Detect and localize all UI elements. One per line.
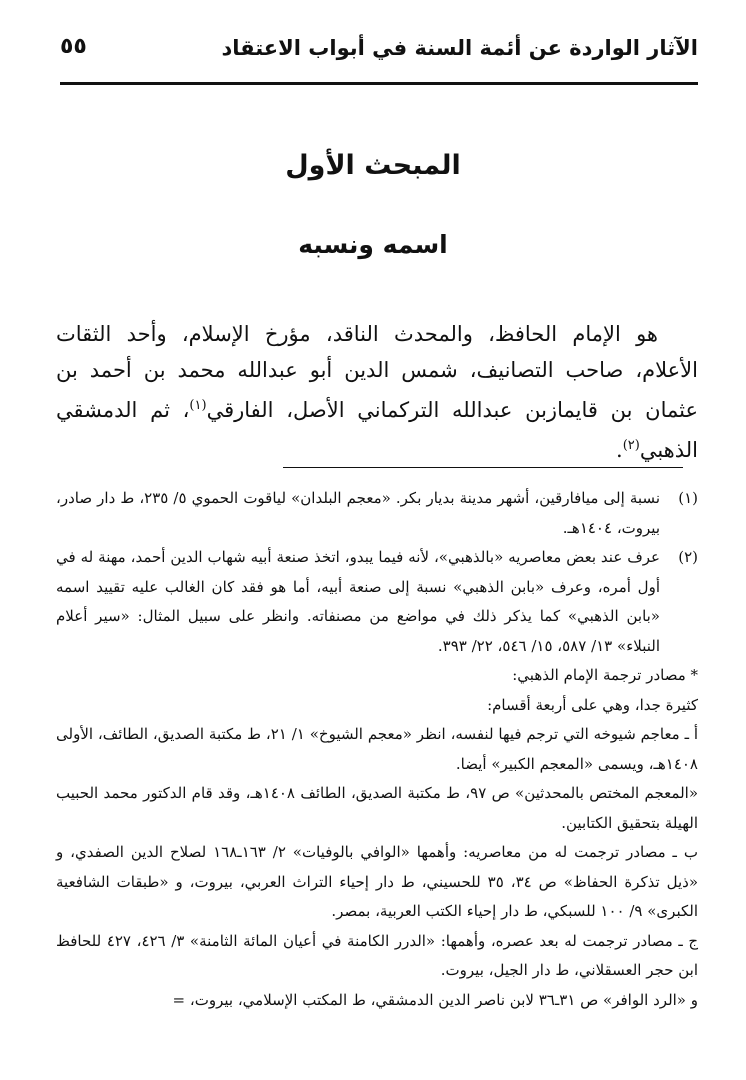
page-header [60,32,698,72]
sources-heading: * مصادر ترجمة الإمام الذهبي: [512,666,698,684]
footnote-ref-1: (١) [189,398,207,413]
footnote-number: (١) [678,489,698,507]
footnote-separator [283,467,683,468]
page-number: ٥٥ [60,34,87,59]
footnote-text: عرف عند بعض معاصريه «بالذهبي»، لأنه فيما يبدو، اتخذ صنعة أبيه شهاب الدين أحمد، مهنة له في أول أمره، وعرف «بابن الذهبي» نسبة إلى صنعة أبيه، أما هو فقد كان الغالب عليه تقييد اسمه «بابن الذهبي» كما يذكر ذلك في مواضع من مصنفاته. وانظر على سبيل المثال: «سير أعلام النبلاء» ١٣/ ٥٨٧، ١٥/ ٥٤٦، ٢٢/ ٣٩٣. [56,548,660,655]
sources-part-c-2: و «الرد الوافر» ص ٣١ـ٣٦ لابن ناصر الدين الدمشقي، ط المكتب الإسلامي، بيروت، = [172,990,698,1009]
footnote-1 [56,484,698,543]
sources-part-b: ب ـ مصادر ترجمت له من معاصريه: وأهمها «الوافي بالوفيات» ٢/ ١٦٣ـ١٦٨ لصلاح الدين الصفدي، و «ذيل تذكرة الحفاظ» ص ٣٤، ٣٥ للحسيني، ط دار إحياء التراث العربي، بيروت، و «طبقات الشافعية الكبرى» ٩/ ١٠٠ للسبكي، ط دار إحياء الكتب العربية، بمصر. [56,843,698,920]
sources-part-c: ج ـ مصادر ترجمت له بعد عصره، وأهمها: «الدرر الكامنة في أعيان المائة الثامنة» ٣/ ٤٢٦، ٤٢٧ للحافظ ابن حجر العسقلاني، ط دار الجيل، بيروت. [56,931,699,979]
footnote-ref-2: (٢) [622,438,640,453]
header-rule [60,82,698,85]
body-text: هو الإمام الحافظ، والمحدث الناقد، مؤرخ الإسلام، وأحد الثقات الأعلام، صاحب التصانيف، شمس الدين أبو عبدالله محمد بن أحمد بن عثمان بن قايمازبن عبدالله التركماني الأصل، الفارقي [56,322,698,422]
sources-part-a-2: «المعجم المختص بالمحدثين» ص ٩٧، ط مكتبة الصديق، الطائف ١٤٠٨هـ، وقد قام الدكتور محمد الحبيب الهيلة بتحقيق الكتابين. [56,784,698,832]
body-text-tail: ، ثم الدمشقي الذهبي [56,398,698,462]
footnote-2-continuation [56,661,698,1015]
running-title: الآثار الواردة عن أئمة السنة في أبواب الاعتقاد [221,36,698,60]
section-title: اسمه ونسبه [298,230,448,259]
sources-part-a: أ ـ معاجم شيوخه التي ترجم فيها لنفسه، انظر «معجم الشيوخ» ١/ ٢١، ط مكتبة الصديق، الطائف، الأولى ١٤٠٨هـ، ويسمى «المعجم الكبير» أيضا. [56,725,698,773]
footnotes [56,484,698,1015]
footnote-number: (٢) [678,548,698,566]
chapter-title: المبحث الأول [285,150,461,181]
footnote-2 [56,543,698,661]
body-text-end: . [616,438,623,462]
footnote-text: نسبة إلى ميافارقين، أشهر مدينة بديار بكر. «معجم البلدان» لياقوت الحموي ٥/ ٢٣٥، ط دار صادر، بيروت، ١٤٠٤هـ. [56,489,660,537]
body-paragraph [56,316,698,468]
sources-intro: كثيرة جدا، وهي على أربعة أقسام: [487,695,698,714]
